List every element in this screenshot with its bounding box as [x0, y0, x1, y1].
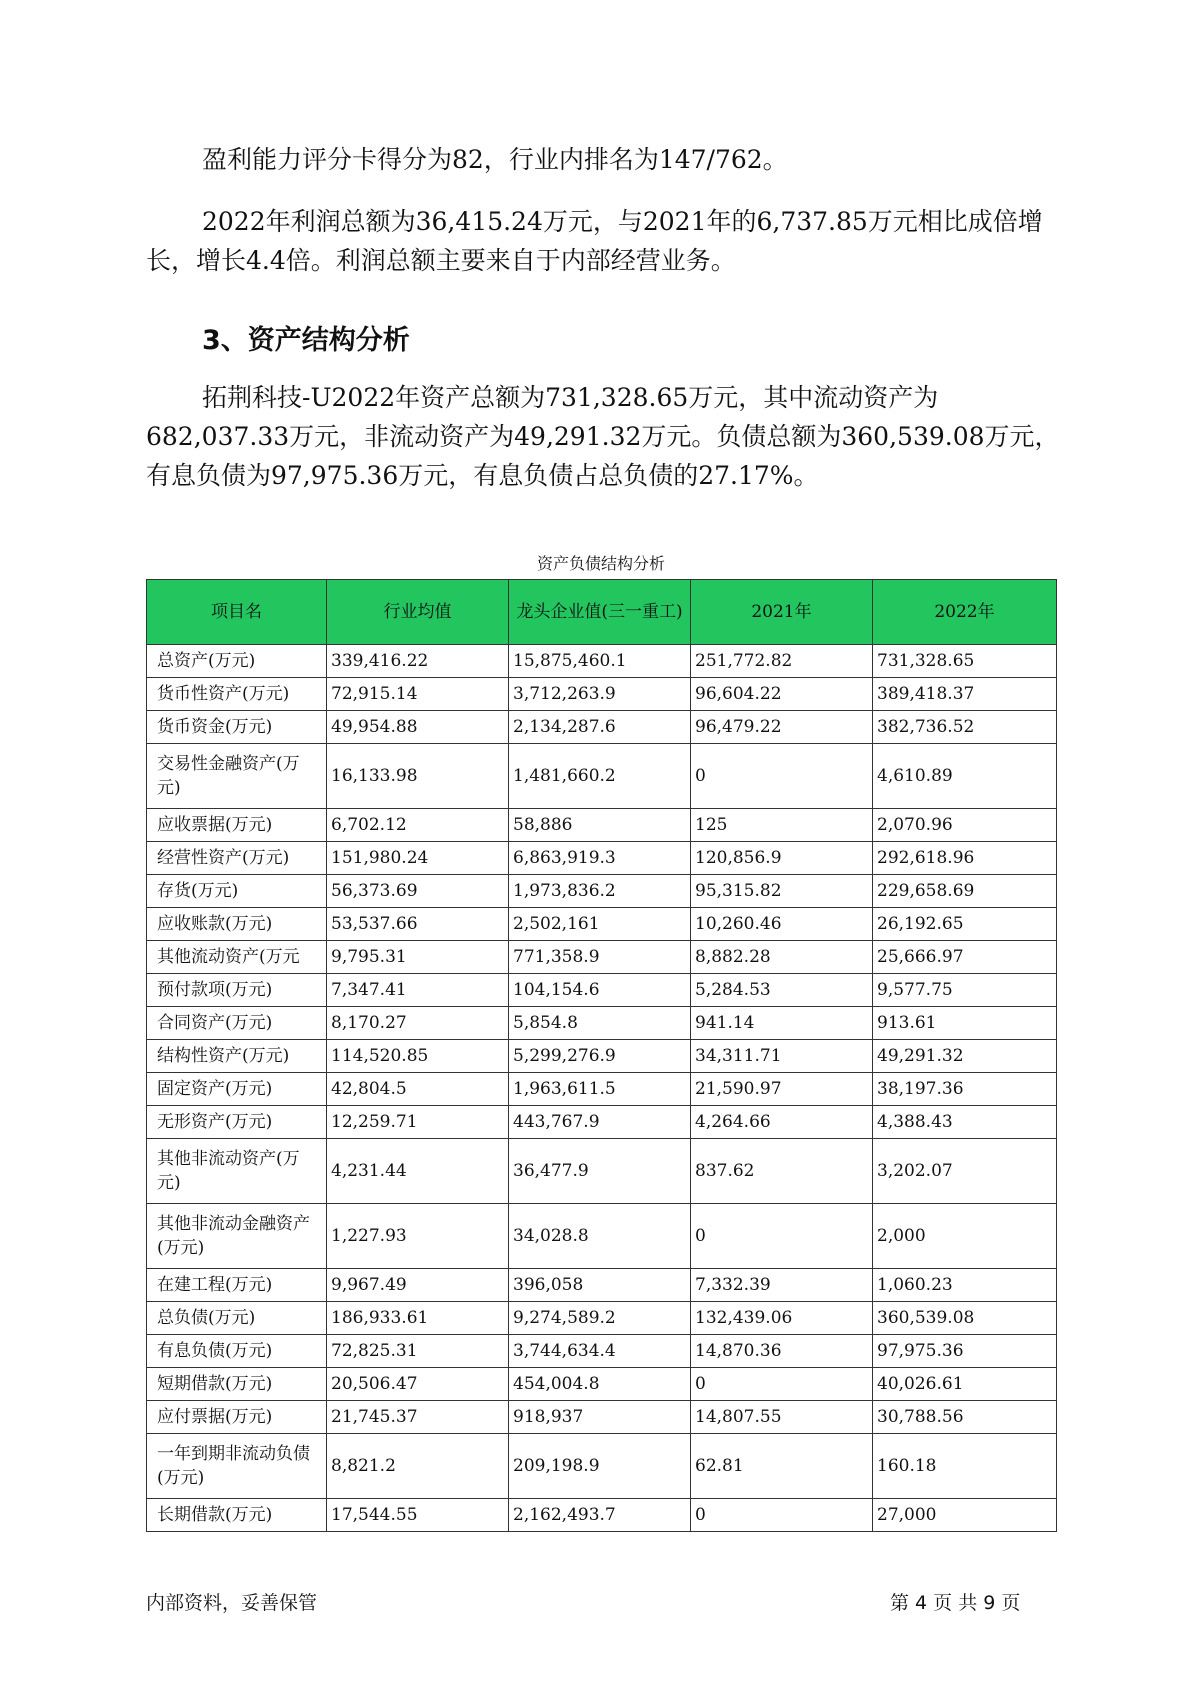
table-row [147, 711, 1057, 744]
table-cell-value: 72,825.31 [327, 1335, 509, 1368]
table-cell-value: 20,506.47 [327, 1368, 509, 1401]
header-2021: 2021年 [691, 580, 873, 645]
table-cell-value: 292,618.96 [873, 842, 1057, 875]
table-cell-value: 14,807.55 [691, 1401, 873, 1434]
table-cell-value: 3,744,634.4 [509, 1335, 691, 1368]
table-cell-value: 396,058 [509, 1269, 691, 1302]
table-cell-value: 6,863,919.3 [509, 842, 691, 875]
table-row [147, 645, 1057, 678]
table-cell-value: 1,060.23 [873, 1269, 1057, 1302]
paragraph-total-profit: 2022年利润总额为36,415.24万元，与2021年的6,737.85万元相比成倍增长，增长4.4倍。利润总额主要来自于内部经营业务。 [146, 207, 1043, 275]
table-cell-value: 0 [691, 1204, 873, 1269]
table-cell-value: 104,154.6 [509, 974, 691, 1007]
table-cell-value: 38,197.36 [873, 1073, 1057, 1106]
table-cell-value: 10,260.46 [691, 908, 873, 941]
table-cell-value: 5,299,276.9 [509, 1040, 691, 1073]
table-cell-item-name: 预付款项(万元) [147, 974, 327, 1007]
header-leader-value: 龙头企业值(三一重工) [509, 580, 691, 645]
table-cell-value: 339,416.22 [327, 645, 509, 678]
paragraph-asset-structure: 拓荆科技-U2022年资产总额为731,328.65万元，其中流动资产为682,037.33万元，非流动资产为49,291.32万元。负债总额为360,539.08万元，有息负债为97,975.36万元，有息负债占总负债的27.17%。 [146, 383, 1060, 490]
table-cell-value: 132,439.06 [691, 1302, 873, 1335]
table-cell-item-name: 经营性资产(万元) [147, 842, 327, 875]
footer-page-number: 第 4 页 共 9 页 [890, 1592, 1021, 1614]
table-cell-value: 40,026.61 [873, 1368, 1057, 1401]
table-cell-value: 16,133.98 [327, 744, 509, 809]
table-row [147, 842, 1057, 875]
table-cell-value: 9,274,589.2 [509, 1302, 691, 1335]
table-cell-item-name: 无形资产(万元) [147, 1106, 327, 1139]
table-cell-value: 3,712,263.9 [509, 678, 691, 711]
table-cell-value: 2,162,493.7 [509, 1499, 691, 1532]
table-cell-value: 454,004.8 [509, 1368, 691, 1401]
table-cell-item-name: 应收票据(万元) [147, 809, 327, 842]
table-row [147, 1139, 1057, 1204]
table-cell-value: 1,963,611.5 [509, 1073, 691, 1106]
table-row [147, 744, 1057, 809]
table-cell-value: 21,745.37 [327, 1401, 509, 1434]
table-cell-value: 125 [691, 809, 873, 842]
table-cell-value: 443,767.9 [509, 1106, 691, 1139]
table-cell-value: 49,954.88 [327, 711, 509, 744]
table-cell-value: 1,973,836.2 [509, 875, 691, 908]
table-cell-value: 8,882.28 [691, 941, 873, 974]
table-caption: 资产负债结构分析 [536, 554, 665, 573]
table-cell-value: 8,821.2 [327, 1434, 509, 1499]
table-cell-item-name: 货币资金(万元) [147, 711, 327, 744]
table-row [147, 1040, 1057, 1073]
table-cell-value: 27,000 [873, 1499, 1057, 1532]
table-cell-value: 2,134,287.6 [509, 711, 691, 744]
table-cell-value: 4,610.89 [873, 744, 1057, 809]
table-cell-item-name: 货币性资产(万元) [147, 678, 327, 711]
table-cell-value: 17,544.55 [327, 1499, 509, 1532]
paragraph-profitability: 盈利能力评分卡得分为82，行业内排名为147/762。 [202, 145, 788, 174]
table-row [147, 809, 1057, 842]
table-cell-item-name: 存货(万元) [147, 875, 327, 908]
table-cell-value: 53,537.66 [327, 908, 509, 941]
table-cell-value: 209,198.9 [509, 1434, 691, 1499]
table-cell-value: 151,980.24 [327, 842, 509, 875]
table-cell-item-name: 固定资产(万元) [147, 1073, 327, 1106]
table-cell-value: 1,481,660.2 [509, 744, 691, 809]
table-cell-item-name: 有息负债(万元) [147, 1335, 327, 1368]
table-cell-value: 12,259.71 [327, 1106, 509, 1139]
table-row [147, 1499, 1057, 1532]
section-heading: 3、资产结构分析 [202, 325, 410, 356]
table-cell-value: 837.62 [691, 1139, 873, 1204]
table-cell-value: 30,788.56 [873, 1401, 1057, 1434]
table-cell-item-name: 应付票据(万元) [147, 1401, 327, 1434]
header-item-name: 项目名 [147, 580, 327, 645]
table-cell-value: 389,418.37 [873, 678, 1057, 711]
table-cell-value: 6,702.12 [327, 809, 509, 842]
table-cell-value: 360,539.08 [873, 1302, 1057, 1335]
table-cell-value: 15,875,460.1 [509, 645, 691, 678]
table-cell-value: 5,284.53 [691, 974, 873, 1007]
table-cell-item-name: 交易性金融资产(万元) [147, 744, 327, 809]
table-cell-value: 941.14 [691, 1007, 873, 1040]
table-cell-value: 2,070.96 [873, 809, 1057, 842]
table-row [147, 1073, 1057, 1106]
table-cell-value: 0 [691, 1368, 873, 1401]
table-cell-value: 4,231.44 [327, 1139, 509, 1204]
table-cell-value: 4,388.43 [873, 1106, 1057, 1139]
table-row [147, 875, 1057, 908]
table-cell-value: 0 [691, 744, 873, 809]
table-cell-value: 9,795.31 [327, 941, 509, 974]
table-cell-value: 160.18 [873, 1434, 1057, 1499]
table-cell-value: 120,856.9 [691, 842, 873, 875]
table-cell-item-name: 在建工程(万元) [147, 1269, 327, 1302]
table-cell-value: 114,520.85 [327, 1040, 509, 1073]
table-cell-value: 21,590.97 [691, 1073, 873, 1106]
table-cell-value: 7,332.39 [691, 1269, 873, 1302]
table-cell-value: 58,886 [509, 809, 691, 842]
table-cell-value: 5,854.8 [509, 1007, 691, 1040]
table-cell-value: 771,358.9 [509, 941, 691, 974]
table-cell-value: 918,937 [509, 1401, 691, 1434]
table-row [147, 1335, 1057, 1368]
table-cell-value: 229,658.69 [873, 875, 1057, 908]
footer-confidential-note: 内部资料，妥善保管 [146, 1592, 318, 1614]
table-cell-value: 186,933.61 [327, 1302, 509, 1335]
table-row [147, 1368, 1057, 1401]
table-row [147, 678, 1057, 711]
table-row [147, 1434, 1057, 1499]
table-cell-value: 0 [691, 1499, 873, 1532]
table-cell-value: 62.81 [691, 1434, 873, 1499]
table-cell-item-name: 短期借款(万元) [147, 1368, 327, 1401]
table-cell-item-name: 总负债(万元) [147, 1302, 327, 1335]
table-cell-item-name: 其他流动资产(万元 [147, 941, 327, 974]
table-cell-value: 3,202.07 [873, 1139, 1057, 1204]
table-row [147, 1401, 1057, 1434]
table-cell-value: 34,311.71 [691, 1040, 873, 1073]
table-cell-value: 72,915.14 [327, 678, 509, 711]
table-header-row [147, 580, 1057, 645]
table-row [147, 941, 1057, 974]
table-cell-value: 26,192.65 [873, 908, 1057, 941]
table-cell-value: 49,291.32 [873, 1040, 1057, 1073]
table-cell-value: 9,577.75 [873, 974, 1057, 1007]
table-cell-value: 9,967.49 [327, 1269, 509, 1302]
table-cell-item-name: 长期借款(万元) [147, 1499, 327, 1532]
table-row [147, 1269, 1057, 1302]
table-cell-item-name: 其他非流动金融资产(万元) [147, 1204, 327, 1269]
table-cell-value: 251,772.82 [691, 645, 873, 678]
table-row [147, 1007, 1057, 1040]
table-cell-value: 14,870.36 [691, 1335, 873, 1368]
table-cell-value: 1,227.93 [327, 1204, 509, 1269]
table-cell-value: 2,502,161 [509, 908, 691, 941]
table-cell-item-name: 其他非流动资产(万元) [147, 1139, 327, 1204]
balance-sheet-table [146, 579, 1057, 1532]
table-cell-value: 96,604.22 [691, 678, 873, 711]
table-cell-value: 731,328.65 [873, 645, 1057, 678]
table-cell-value: 34,028.8 [509, 1204, 691, 1269]
table-cell-value: 95,315.82 [691, 875, 873, 908]
table-cell-value: 382,736.52 [873, 711, 1057, 744]
table-cell-value: 56,373.69 [327, 875, 509, 908]
header-2022: 2022年 [873, 580, 1057, 645]
table-cell-value: 7,347.41 [327, 974, 509, 1007]
table-row [147, 908, 1057, 941]
table-row [147, 1204, 1057, 1269]
table-row [147, 1106, 1057, 1139]
table-cell-item-name: 应收账款(万元) [147, 908, 327, 941]
table-cell-item-name: 合同资产(万元) [147, 1007, 327, 1040]
table-cell-value: 8,170.27 [327, 1007, 509, 1040]
table-cell-value: 913.61 [873, 1007, 1057, 1040]
table-cell-value: 97,975.36 [873, 1335, 1057, 1368]
table-row [147, 974, 1057, 1007]
table-cell-value: 2,000 [873, 1204, 1057, 1269]
table-cell-item-name: 总资产(万元) [147, 645, 327, 678]
header-industry-average: 行业均值 [327, 580, 509, 645]
table-cell-value: 25,666.97 [873, 941, 1057, 974]
table-cell-value: 42,804.5 [327, 1073, 509, 1106]
table-cell-item-name: 结构性资产(万元) [147, 1040, 327, 1073]
table-cell-value: 36,477.9 [509, 1139, 691, 1204]
table-cell-item-name: 一年到期非流动负债(万元) [147, 1434, 327, 1499]
table-cell-value: 96,479.22 [691, 711, 873, 744]
table-cell-value: 4,264.66 [691, 1106, 873, 1139]
table-row [147, 1302, 1057, 1335]
